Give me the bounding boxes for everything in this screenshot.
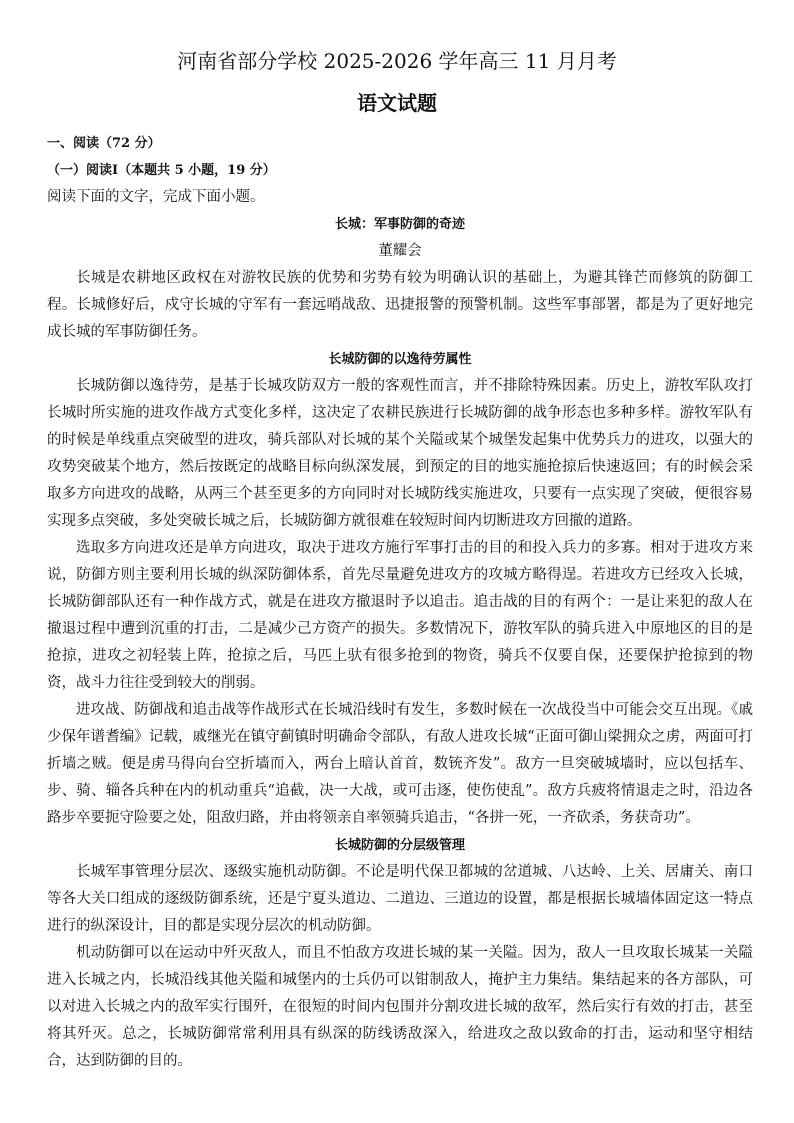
article-section-heading-1: 长城防御的以逸待劳属性 xyxy=(328,352,472,367)
section-heading: 一、阅读（72 分） xyxy=(47,136,161,151)
article-title: 长城：军事防御的奇迹 xyxy=(334,217,465,232)
section-sub-heading: （一）阅读Ⅰ（本题共 5 小题，19 分） xyxy=(47,163,276,178)
article-paragraph-3: 进攻战、防御战和追击战等作战形式在长城沿线时有发生，多数时候在一次战役当中可能会交互出现。《戚少保年谱耆编》记载，戚继光在镇守蓟镇时明确命令部队，有敌人进攻长城“正面可御山梁拥众之虏，两面可打折墙之贼。便是虏马得向台空折墙而入，两台上暗认首首，数铳齐发”。敌方一旦突破城墙时，应以包括车、步、骑、辎各兵种在内的机动重兵“追截，决一大战，或可击逐，使伤使乱”。敌方兵疲将情退走之时，沿边各路步卒要扼守险要之处，阻敌归路，并由将领亲自率领骑兵追击，“各拼一死，一齐砍杀，务获奇功”。 xyxy=(47,702,753,826)
article-paragraph-4: 长城军事管理分层次、逐级实施机动防御。不论是明代保卫都城的岔道城、八达岭、上关、居庸关、南口等各大关口组成的逐级防御系统，还是宁夏头道边、二道边、三道边的设置，都是根据长城墙体固定这一特点进行的纵深设计，目的都是实现分层次的机动防御。 xyxy=(47,864,753,934)
exam-title: 河南省部分学校 2025-2026 学年高三 11 月月考 xyxy=(177,49,617,73)
article-intro-paragraph: 长城是农耕地区政权在对游牧民族的优势和劣势有较为明确认识的基础上，为避其锋芒而修筑的防御工程。长城修好后，戍守长城的守军有一套远哨战敌、迅捷报警的预警机制。这些军事部署，都是为了更好地完成长城的军事防御任务。 xyxy=(47,270,753,340)
article-paragraph-1: 长城防御以逸待劳，是基于长城攻防双方一般的客观性而言，并不排除特殊因素。历史上，游牧军队攻打长城时所实施的进攻作战方式变化多样，这决定了农耕民族进行长城防御的战争形态也多种多样。游牧军队有的时候是单线重点突破型的进攻，骑兵部队对长城的某个关隘或某个城堡发起集中优势兵力的进攻，以强大的攻势突破某个地方，然后按既定的战略目标向纵深发展，到预定的目的地实施抢掠后快速返回；有的时候会采取多方向进攻的战略，从两三个甚至更多的方向同时对长城防线实施进攻，只要有一点实现了突破，便很容易实现多点突破，多处突破长城之后，长城防御方就很难在较短时间内切断进攻方回撤的道路。 xyxy=(47,378,753,529)
section-instruction: 阅读下面的文字，完成下面小题。 xyxy=(47,189,265,205)
article-paragraph-5: 机动防御可以在运动中歼灭敌人，而且不怕敌方攻进长城的某一关隘。因为，敌人一旦攻取长城某一关隘进入长城之内，长城沿线其他关隘和城堡内的士兵仍可以钳制敌人，掩护主力集结。集结起来的各方部队，可以对进入长城之内的敌军实行围歼，在很短的时间内包围并分割攻进长城的敌军，然后实行有效的打击，甚至将其歼灭。总之，长城防御常常利用具有纵深的防线诱敌深入，给进攻之敌以致命的打击，运动和坚守相结合，达到防御的目的。 xyxy=(47,945,753,1069)
article-author: 董耀会 xyxy=(378,243,422,259)
exam-subtitle: 语文试题 xyxy=(357,91,437,115)
exam-content xyxy=(47,130,753,1075)
article-paragraph-2: 选取多方向进攻还是单方向进攻，取决于进攻方施行军事打击的目的和投入兵力的多寡。相对于进攻方来说，防御方则主要利用长城的纵深防御体系，首先尽量避免进攻方的攻城方略得逞。若进攻方已经攻入长城，长城防御部队还有一种作战方式，就是在进攻方撤退时予以追击。追击战的目的有两个：一是让来犯的敌人在撤退过程中遭到沉重的打击，二是减少己方资产的损失。多数情况下，游牧军队的骑兵进入中原地区的目的是抢掠，进攻之初轻装上阵，抢掠之后，马匹上驮有很多抢到的物资，骑兵不仅要自保，还要保护抢掠到的物资，战斗力往往受到较大的削弱。 xyxy=(47,540,753,691)
article-section-heading-2: 长城防御的分层级管理 xyxy=(334,838,465,853)
